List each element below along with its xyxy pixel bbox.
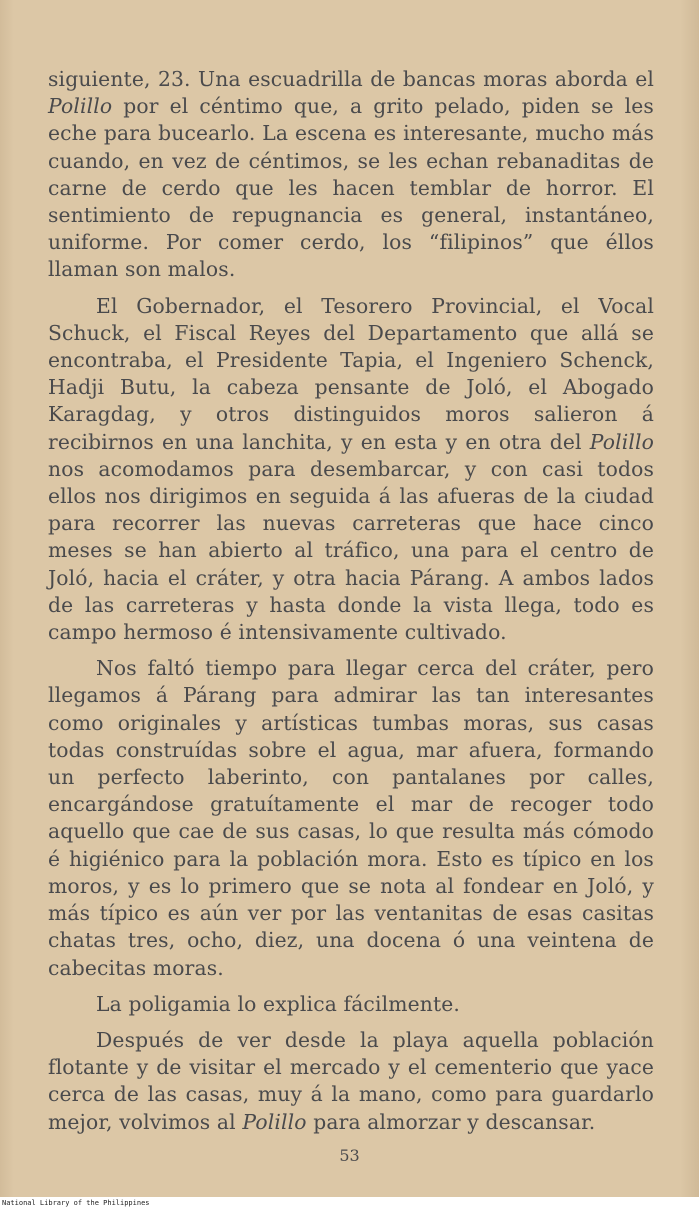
paragraph-4 xyxy=(48,991,654,1018)
paragraph-3-run-1: Nos faltó tiempo para llegar cerca del cráter, pero llegamos á Párang para admirar las tan interesantes como originales y artísticas tumbas moras, sus casas todas construídas sobre el agua, mar afuera, formando un perfecto laberinto, con pantalanes por calles, encargándose gratuítamente el mar de recoger todo aquello que cae de sus casas, lo que resulta más cómodo é higiénico para la población mora. Esto es típico en los moros, y es lo primero que se nota al fondear en Joló, y más típico es aún ver por las ventanitas de esas casitas chatas tres, ocho, diez, una docena ó una veintena de cabecitas moras. xyxy=(48,656,654,980)
paragraph-4-run-1: La poligamia lo explica fácilmente. xyxy=(96,991,461,1016)
paragraph-2-run-1: El Gobernador, el Tesorero Provincial, el Vocal Schuck, el Fiscal Reyes del Departamento que allá se encontraba, el Presidente Tapia, el Ingeniero Schenck, Hadji Butu, la cabeza pensante de Joló, el Abogado Karagdag, y otros distinguidos moros salieron á recibirnos en una lanchita, y en esta y en otra del xyxy=(48,293,654,454)
paragraph-1-run-3: por el céntimo que, a grito pelado, piden se les eche para bucearlo. La escena es interesante, mucho más cuando, en vez de céntimos, se les echan rebanaditas de carne de cerdo que les hacen temblar de horror. El sentimiento de repugnancia es general, instantáneo, uniforme. Por comer cerdo, los “filipinos” que éllos llaman son malos. xyxy=(48,94,654,282)
paragraph-2 xyxy=(48,293,654,647)
ship-name-polillo: Polillo xyxy=(242,1109,307,1134)
paragraph-1-run-1: siguiente, 23. Una escuadrilla de bancas moras aborda el xyxy=(48,67,654,91)
paragraph-5-run-1: Después de ver desde la playa aquella población flotante y de visitar el mercado y el cementerio que yace cerca de las casas, muy á la mano, como para guardarlo mejor, volvimos al xyxy=(48,1027,654,1134)
paragraph-5-run-3: para almorzar y descansar. xyxy=(306,1109,596,1134)
ship-name-polillo: Polillo xyxy=(48,94,113,119)
body-text xyxy=(48,66,654,1136)
page-number: 53 xyxy=(339,1146,360,1165)
library-credit: National Library of the Philippines xyxy=(2,1199,150,1207)
ship-name-polillo: Polillo xyxy=(589,429,654,454)
paragraph-2-run-3: nos acomodamos para desembarcar, y con casi todos ellos nos dirigimos en seguida á las afueras de la ciudad para recorrer las nuevas carreteras que hace cinco meses se han abierto al tráfico, una para el centro de Joló, hacia el cráter, y otra hacia Párang. A ambos lados de las carreteras y hasta donde la vista llega, todo es campo hermoso é intensivamente cultivado. xyxy=(48,456,654,645)
paragraph-1 xyxy=(48,66,654,284)
paragraph-5 xyxy=(48,1027,654,1136)
paragraph-3 xyxy=(48,655,654,981)
